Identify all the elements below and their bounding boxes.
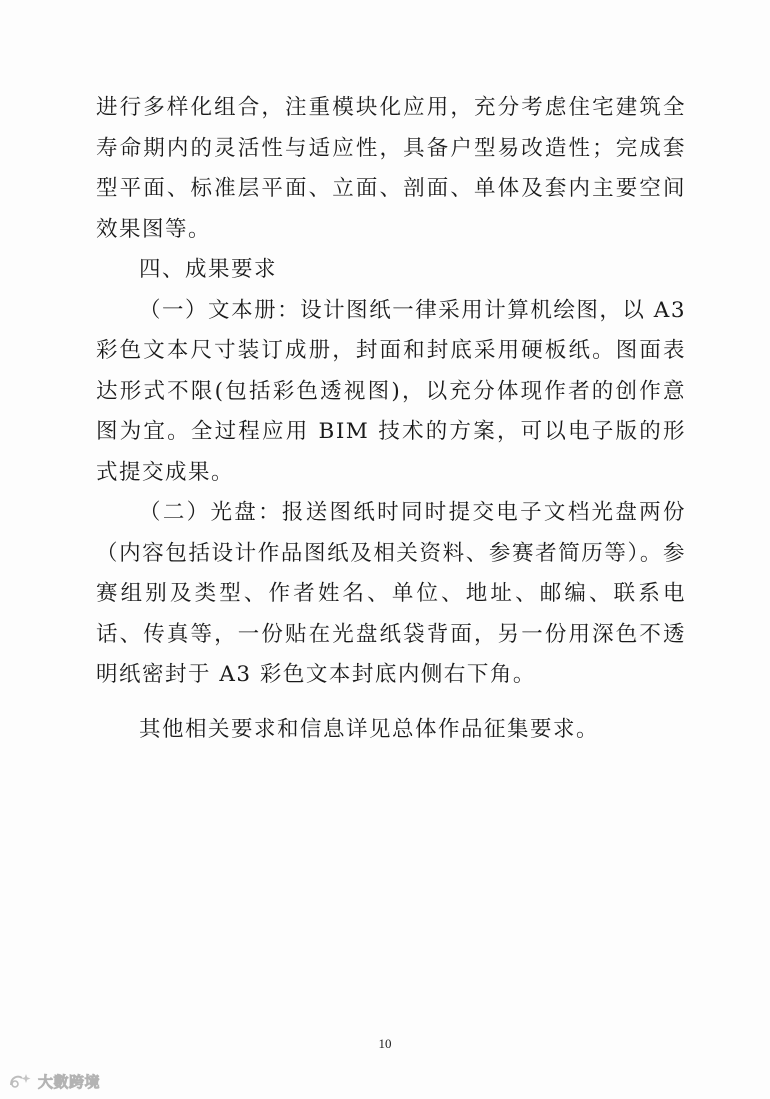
paragraph-continued: 进行多样化组合，注重模块化应用，充分考虑住宅建筑全寿命期内的灵活性与适应性，具备户型易改造性；完成套型平面、标准层平面、立面、剖面、单体及套内主要空间效果图等。 [96,95,686,242]
sparkle-logo-icon [8,1072,34,1090]
paragraph-closing: 其他相关要求和信息详见总体作品征集要求。 [139,716,600,742]
paragraph-text-booklet: （一）文本册：设计图纸一律采用计算机绘图，以 A3 彩色文本尺寸装订成册，封面和封底采用硬板纸。图面表达形式不限(包括彩色透视图)，以充分体现作者的创作意图为宜。全过程应用 BIM 技术的方案，可以电子版的形式提交成果。 [96,297,686,485]
paragraph-disc: （二）光盘：报送图纸时同时提交电子文档光盘两份（内容包括设计作品图纸及相关资料、参赛者简历等）。参赛组别及类型、作者姓名、单位、地址、邮编、联系电话、传真等，一份贴在光盘纸袋背面，另一份用深色不透明纸密封于 A3 彩色文本封底内侧右下角。 [96,500,686,687]
document-body [96,88,686,750]
page-number: 10 [378,1036,392,1051]
section-heading: 四、成果要求 [139,257,278,282]
watermark [8,1070,100,1092]
watermark-text: 大數跨境 [38,1072,101,1091]
